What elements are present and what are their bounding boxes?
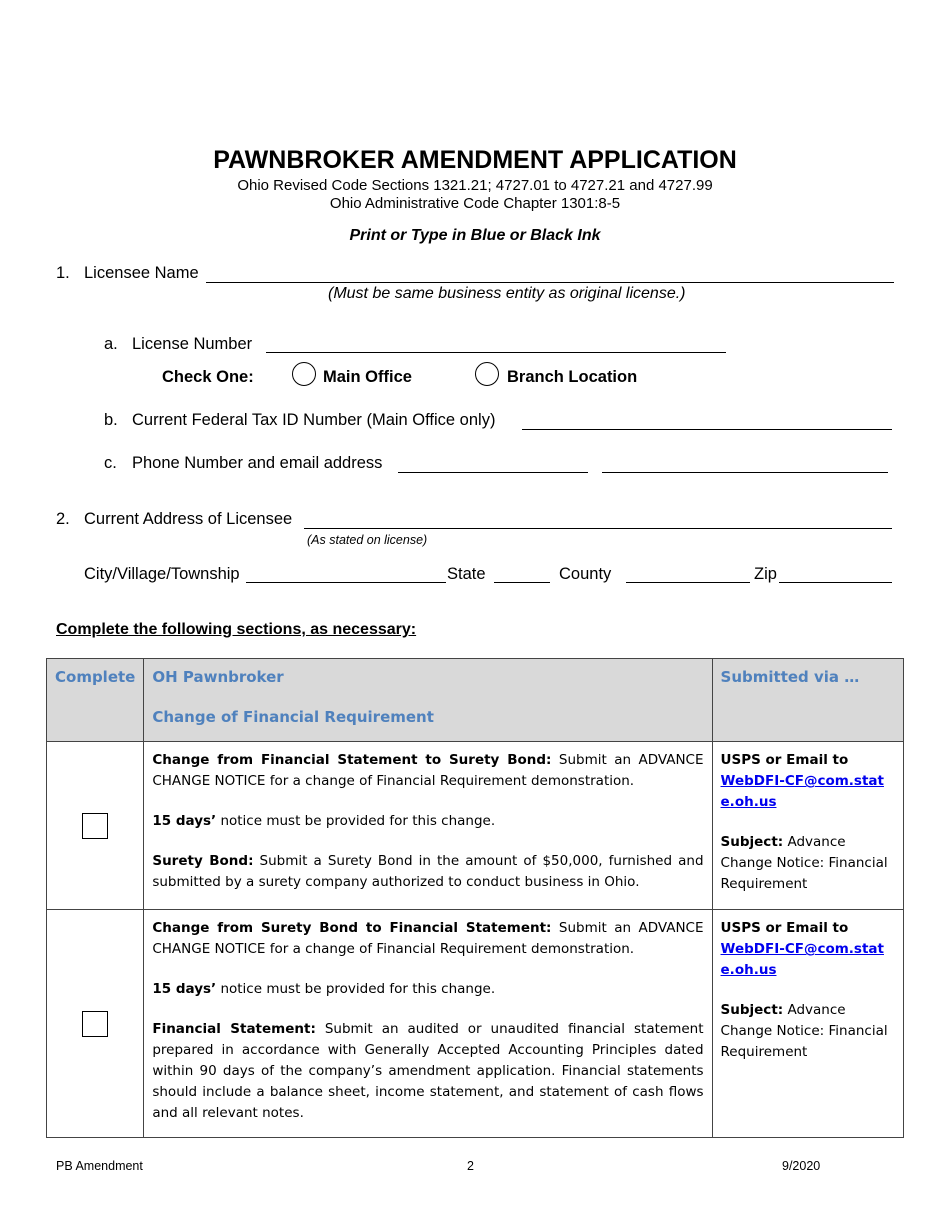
description-cell [144,742,712,910]
financial-requirement-table [46,658,904,1138]
header-complete: Complete [47,659,144,742]
email-field[interactable] [602,472,888,473]
address-label: Current Address of Licensee [84,510,293,528]
phone-email-label: Phone Number and email address [132,454,383,472]
main-office-label: Main Office [323,368,412,386]
phone-field[interactable] [398,472,588,473]
main-office-radio[interactable] [292,362,316,386]
subject-label: Subject: [720,1002,784,1018]
complete-cell [47,742,144,910]
detail-text: Submit an audited or unaudited financial statement prepared in accordance with Generally Accepted Accounting Principles dated within 90 days of the company’s amendment application. Financial statements should include a balance sheet, income statement, and statement of cash flows and all relevant notes. [152,1021,704,1121]
page-title: PAWNBROKER AMENDMENT APPLICATION [213,146,737,174]
footer-form-name: PB Amendment [56,1159,143,1173]
notice-days: 15 days’ [152,813,217,829]
email-link[interactable]: WebDFI-CF@com.state.oh.us [720,773,884,810]
zip-field[interactable] [779,582,892,583]
admin-code-reference: Ohio Administrative Code Chapter 1301:8-5 [329,195,621,212]
state-label: State [447,565,486,583]
state-field[interactable] [494,582,550,583]
branch-location-label: Branch Location [507,368,638,386]
submitted-cell [712,742,903,910]
tax-id-field[interactable] [522,429,892,430]
subject-text: Advance Change Notice: Financial Requirement [720,834,888,892]
check-one-label: Check One: [162,368,254,386]
qa-letter: a. [104,335,118,353]
subject-label: Subject: [720,834,784,850]
complete-cell [47,910,144,1138]
row-heading-text: Submit an ADVANCE CHANGE NOTICE for a change of Financial Requirement demonstration. [152,752,704,789]
statute-reference: Ohio Revised Code Sections 1321.21; 4727.01 to 4727.21 and 4727.99 [237,177,713,194]
row-heading-text: Submit an ADVANCE CHANGE NOTICE for a change of Financial Requirement demonstration. [152,920,704,957]
detail-heading: Surety Bond: [152,853,254,869]
q2-number: 2. [56,510,70,528]
subject-text: Advance Change Notice: Financial Requirement [720,1002,888,1060]
header-submitted: Submitted via … [712,659,903,742]
via-label: USPS or Email to [720,752,849,768]
city-field[interactable] [246,582,446,583]
ink-instruction: Print or Type in Blue or Black Ink [349,227,601,244]
city-label: City/Village/Township [84,565,240,583]
table-header-row [47,659,904,742]
detail-heading: Financial Statement: [152,1021,316,1037]
licensee-name-field[interactable] [206,282,894,283]
licensee-name-note: (Must be same business entity as original license.) [328,285,686,302]
header-main-line1: OH Pawnbroker [152,668,284,686]
header-main-line2: Change of Financial Requirement [152,708,434,726]
address-note: (As stated on license) [307,533,428,547]
email-link[interactable]: WebDFI-CF@com.state.oh.us [720,941,884,978]
detail-text: Submit a Surety Bond in the amount of $50,000, furnished and submitted by a surety company authorized to conduct business in Ohio. [152,853,704,890]
submitted-cell [712,910,903,1138]
notice-text: notice must be provided for this change. [216,813,496,829]
via-label: USPS or Email to [720,920,849,936]
license-number-label: License Number [132,335,253,353]
complete-checkbox[interactable] [82,1011,108,1037]
branch-location-radio[interactable] [475,362,499,386]
licensee-name-label: Licensee Name [84,264,199,282]
address-field[interactable] [304,528,892,529]
qb-letter: b. [104,411,118,429]
table-row [47,742,904,910]
q1-number: 1. [56,264,70,282]
row-heading: Change from Financial Statement to Surety Bond: [152,752,552,768]
tax-id-label: Current Federal Tax ID Number (Main Office only) [132,411,496,429]
table-row [47,910,904,1138]
qc-letter: c. [104,454,117,472]
footer-revision-date: 9/2020 [782,1159,821,1173]
zip-label: Zip [754,565,777,583]
row-heading: Change from Surety Bond to Financial Statement: [152,920,552,936]
description-cell [144,910,712,1138]
complete-checkbox[interactable] [82,813,108,839]
footer-page-number: 2 [467,1159,474,1173]
county-label: County [559,565,612,583]
sections-heading: Complete the following sections, as necessary: [56,621,417,638]
notice-days: 15 days’ [152,981,217,997]
county-field[interactable] [626,582,750,583]
notice-text: notice must be provided for this change. [216,981,496,997]
license-number-field[interactable] [266,352,726,353]
header-main [144,659,712,742]
